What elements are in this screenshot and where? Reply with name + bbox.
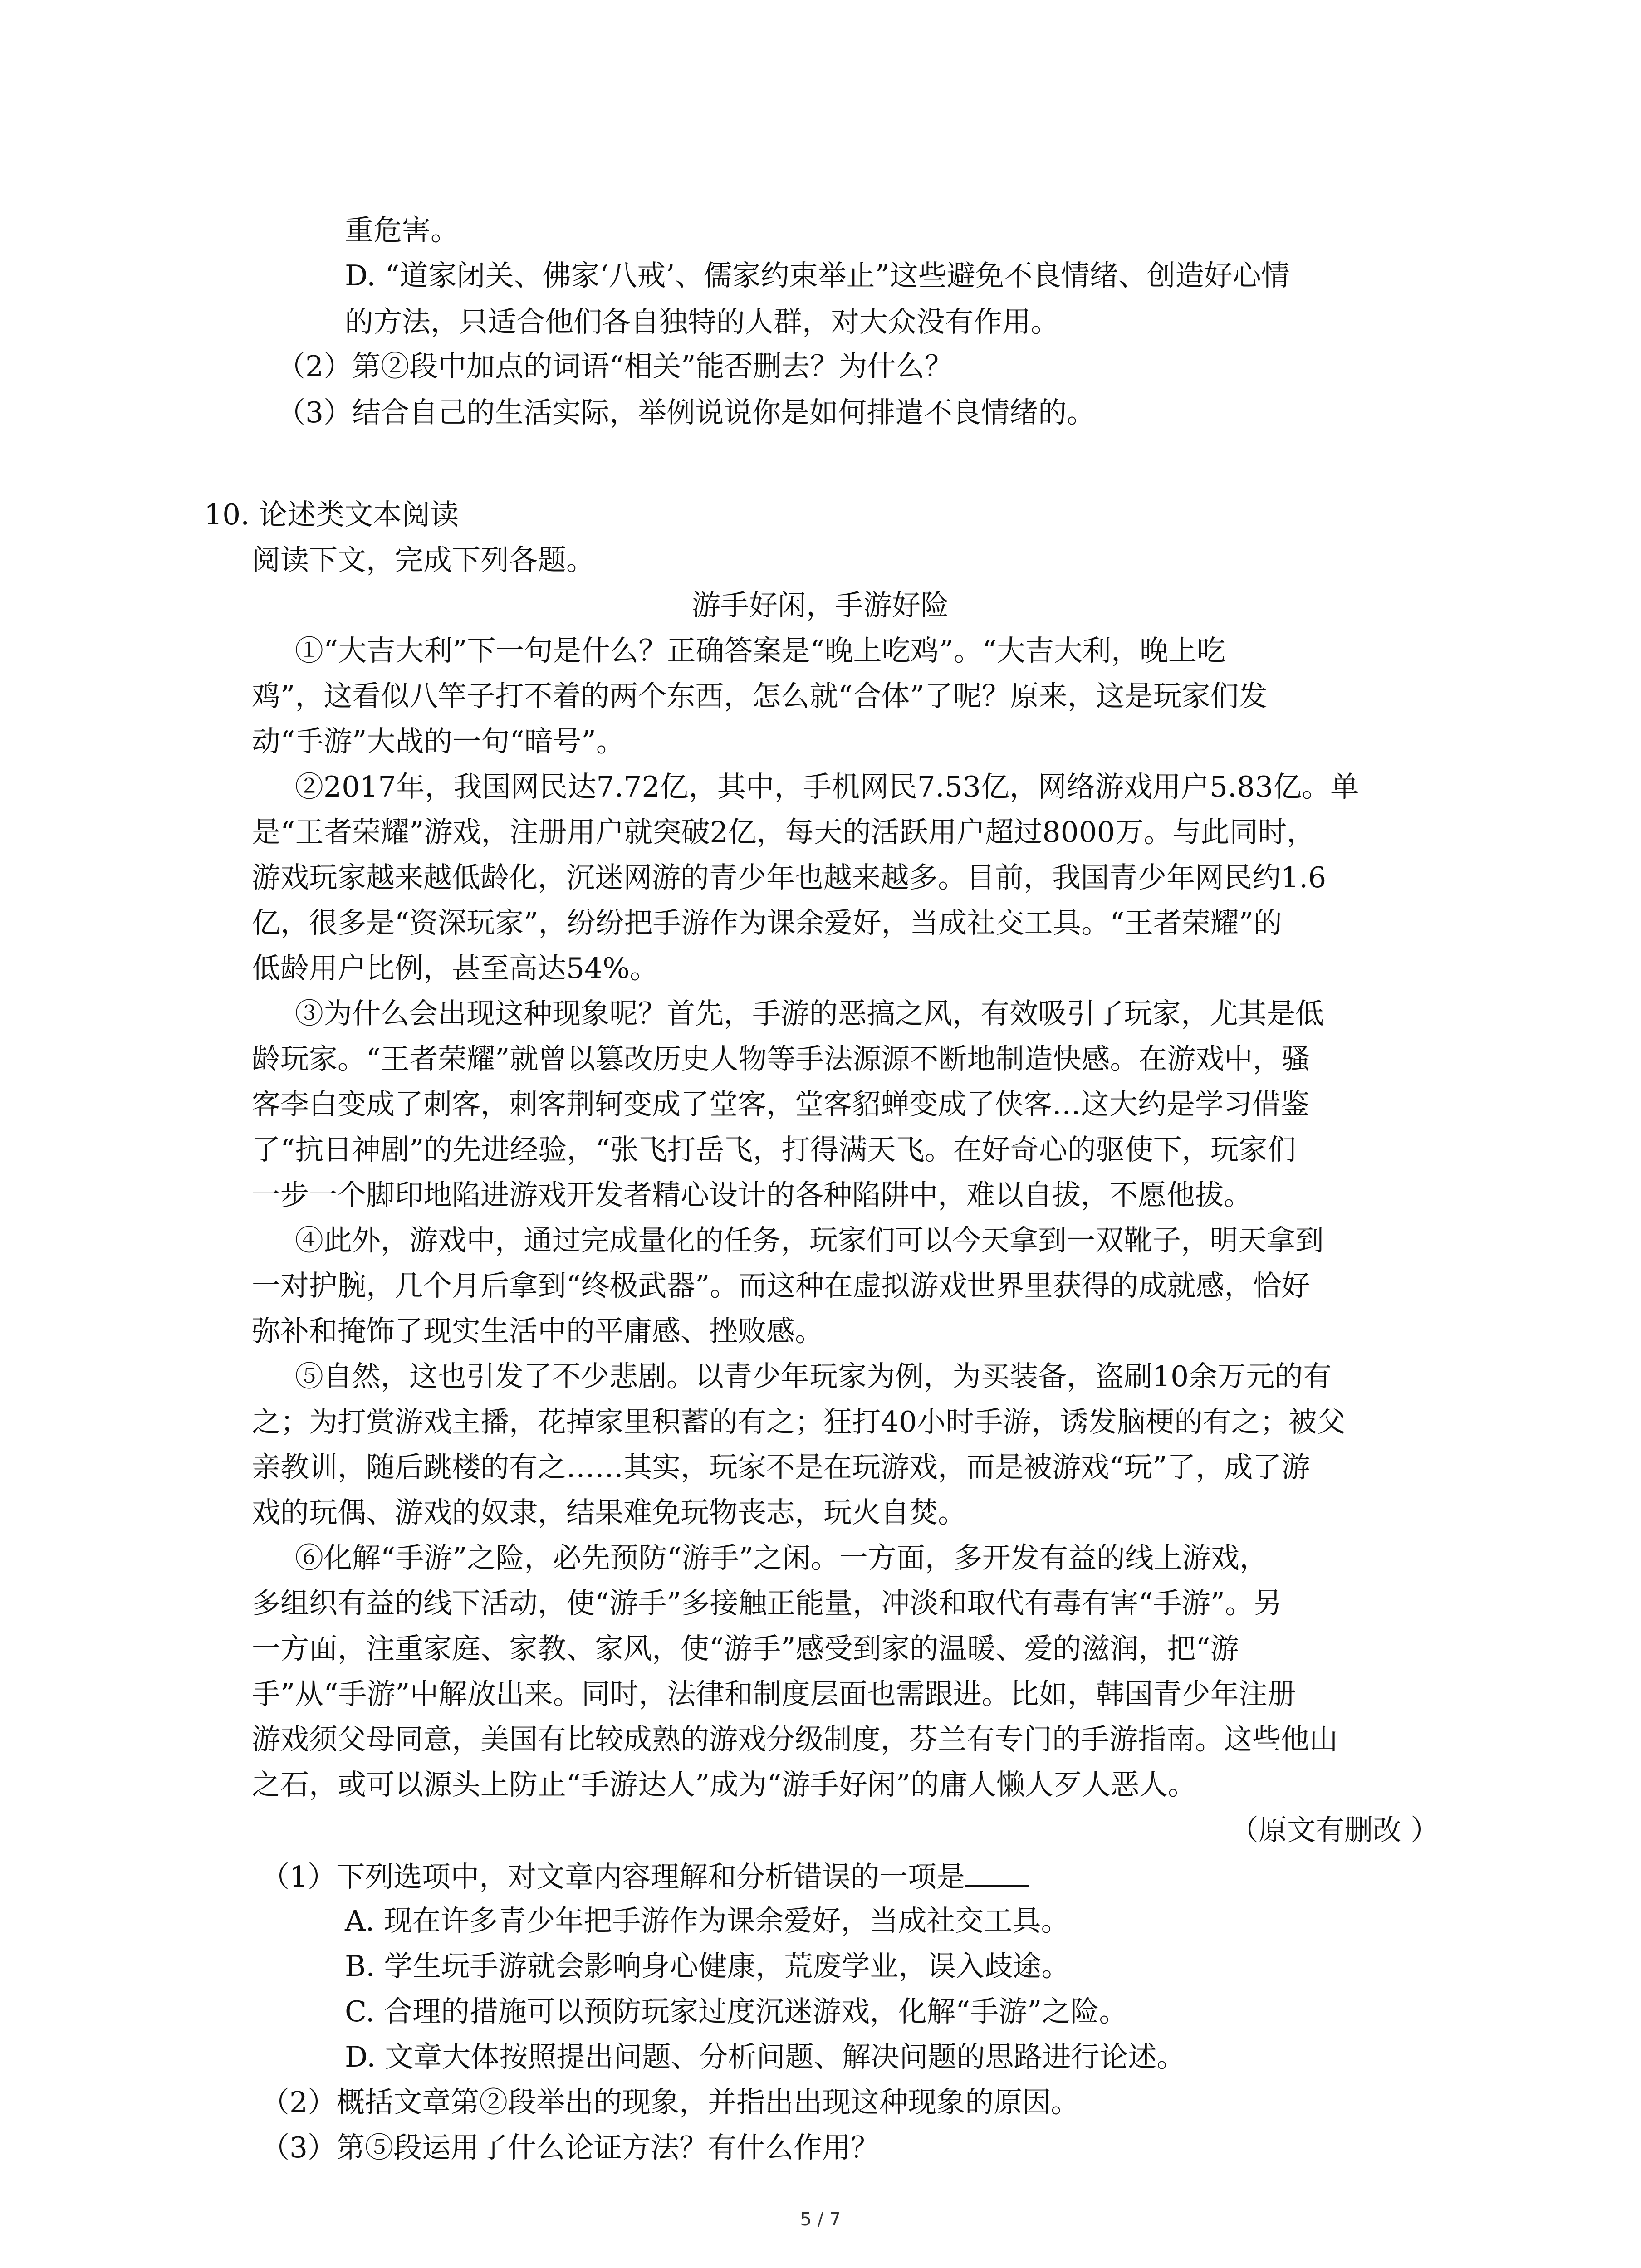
question-10-1 (261, 1857, 1029, 1895)
option-a: A. 现在许多青少年把手游作为课余爱好，当成社交工具。 (345, 1904, 1070, 1937)
article-line: 一方面，注重家庭、家教、家风，使“游手”感受到家的温暖、爱的滋润，把“游 (252, 1632, 1239, 1665)
article-line: 动“手游”大战的一句“暗号”。 (252, 725, 625, 758)
source-note: （原文有删改 ） (1230, 1813, 1439, 1847)
prev-option-d-line1: D. “道家闭关、佛家‘八戒’、儒家约束举止”这些避免不良情绪、创造好心情 (345, 259, 1290, 292)
article-line: 鸡”，这看似八竿子打不着的两个东西，怎么就“合体”了呢？原来，这是玩家们发 (252, 679, 1268, 713)
article-line: 龄玩家。“王者荣耀”就曾以篡改历史人物等手法源源不断地制造快感。在游戏中，骚 (252, 1042, 1310, 1075)
question-10-3: （3）第⑤段运用了什么论证方法？有什么作用？ (261, 2131, 880, 2164)
article-line: 之；为打赏游戏主播，花掉家里积蓄的有之；狂打40小时手游，诱发脑梗的有之；被父 (252, 1405, 1346, 1438)
question-10-1-text: （1）下列选项中，对文章内容理解和分析错误的一项是 (261, 1860, 965, 1893)
article-line: 之石，或可以源头上防止“手游达人”成为“游手好闲”的庸人懒人歹人恶人。 (252, 1768, 1196, 1801)
question-10-instruction: 阅读下文，完成下列各题。 (252, 543, 595, 577)
option-d: D. 文章大体按照提出问题、分析问题、解决问题的思路进行论述。 (345, 2040, 1185, 2073)
answer-blank (965, 1857, 1029, 1887)
article-line: 手”从“手游”中解放出来。同时，法律和制度层面也需跟进。比如，韩国青少年注册 (252, 1677, 1296, 1711)
article-line: 多组织有益的线下活动，使“游手”多接触正能量，冲淡和取代有毒有害“手游”。另 (252, 1587, 1282, 1620)
article-line: ②2017年，我国网民达7.72亿，其中，手机网民7.53亿，网络游戏用户5.83亿。单 (295, 770, 1359, 803)
prev-option-d-line2: 的方法，只适合他们各自独特的人群，对大众没有作用。 (345, 305, 1059, 338)
option-b: B. 学生玩手游就会影响身心健康，荒废学业，误入歧途。 (345, 1950, 1070, 1983)
article-title: 游手好闲，手游好险 (692, 589, 949, 622)
question-10-2: （2）概括文章第②段举出的现象，并指出出现这种现象的原因。 (261, 2086, 1080, 2119)
article-line: 一对护腕，几个月后拿到“终极武器”。而这种在虚拟游戏世界里获得的成就感，恰好 (252, 1269, 1310, 1302)
article-line: 游戏须父母同意，美国有比较成熟的游戏分级制度，芬兰有专门的手游指南。这些他山 (252, 1723, 1338, 1756)
article-line: 戏的玩偶、游戏的奴隶，结果难免玩物丧志，玩火自焚。 (252, 1496, 966, 1529)
article-line: 低龄用户比例，甚至高达54%。 (252, 952, 659, 985)
prev-question-3: （3）结合自己的生活实际，举例说说你是如何排遣不良情绪的。 (277, 396, 1096, 429)
article-line: ①“大吉大利”下一句是什么？正确答案是“晚上吃鸡”。“大吉大利，晚上吃 (295, 634, 1226, 667)
article-line: 客李白变成了刺客，刺客荆轲变成了堂客，堂客貂蝉变成了侠客…这大约是学习借鉴 (252, 1088, 1309, 1121)
article-line: 亿，很多是“资深玩家”，纷纷把手游作为课余爱好，当成社交工具。“王者荣耀”的 (252, 906, 1282, 939)
page-number: 5 / 7 (800, 2209, 841, 2230)
prev-option-c-tail: 重危害。 (345, 214, 459, 247)
article-line: 弥补和掩饰了现实生活中的平庸感、挫败感。 (252, 1315, 823, 1348)
prev-question-2: （2）第②段中加点的词语“相关”能否删去？为什么？ (277, 350, 953, 383)
article-line: ⑥化解“手游”之险，必先预防“游手”之闲。一方面，多开发有益的线上游戏， (295, 1541, 1268, 1574)
option-c: C. 合理的措施可以预防玩家过度沉迷游戏，化解“手游”之险。 (345, 1995, 1128, 2028)
article-line: 一步一个脚印地陷进游戏开发者精心设计的各种陷阱中，难以自拔，不愿他拔。 (252, 1178, 1252, 1212)
question-10-heading: 10. 论述类文本阅读 (204, 498, 459, 531)
article-line: 亲教训，随后跳楼的有之……其实，玩家不是在玩游戏，而是被游戏“玩”了，成了游 (252, 1451, 1310, 1484)
article-line: ④此外，游戏中，通过完成量化的任务，玩家们可以今天拿到一双靴子，明天拿到 (295, 1224, 1324, 1257)
article-line: 游戏玩家越来越低龄化，沉迷网游的青少年也越来越多。目前，我国青少年网民约1.6 (252, 861, 1327, 894)
article-line: 是“王者荣耀”游戏，注册用户就突破2亿，每天的活跃用户超过8000万。与此同时， (252, 816, 1315, 849)
article-line: ③为什么会出现这种现象呢？首先，手游的恶搞之风，有效吸引了玩家，尤其是低 (295, 997, 1324, 1030)
article-line: 了“抗日神剧”的先进经验，“张飞打岳飞，打得满天飞。在好奇心的驱使下，玩家们 (252, 1133, 1296, 1166)
article-line: ⑤自然，这也引发了不少悲剧。以青少年玩家为例，为买装备，盗刷10余万元的有 (295, 1360, 1332, 1393)
